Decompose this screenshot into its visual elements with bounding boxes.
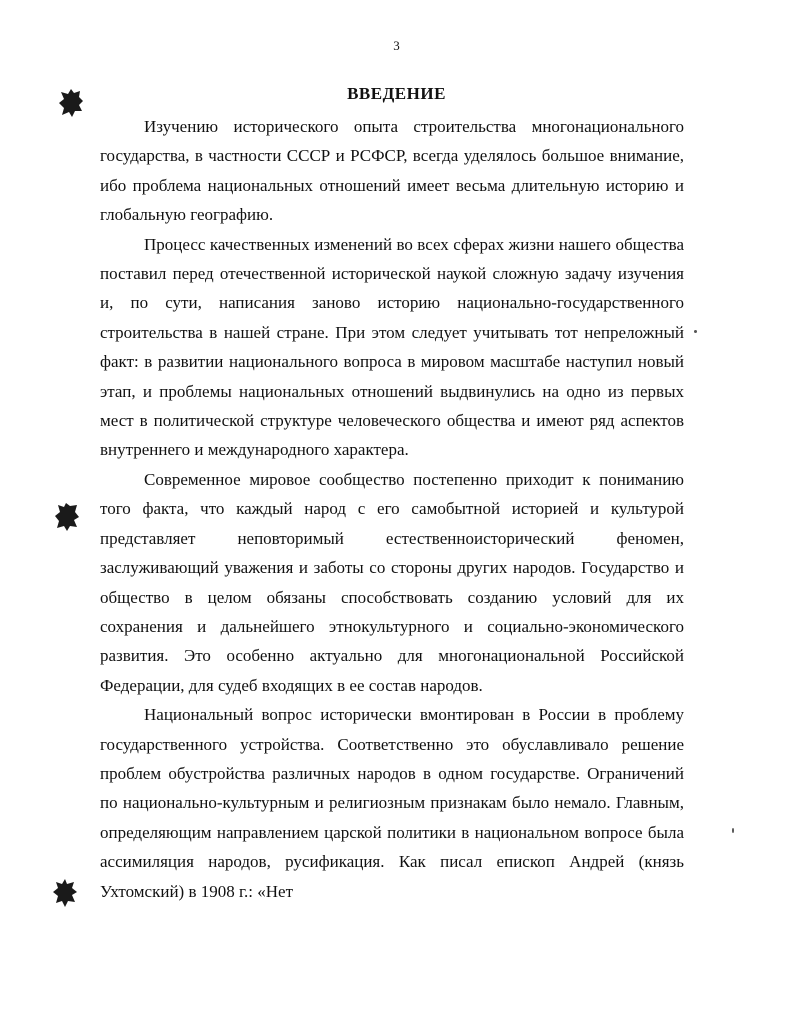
section-heading: ВВЕДЕНИЕ — [347, 84, 446, 103]
body-text — [100, 112, 684, 906]
punch-hole-icon — [58, 88, 84, 118]
scan-speck — [732, 828, 734, 833]
paragraph-4: Национальный вопрос исторически вмонтирован в России в проблему государственного устройства. Соответственно это обуславливало решение проблем обустройства различных народов в одном государстве. Ограничений по национально-культурным и религиозным признакам было немало. Главным, определяющим направлением царской политики в национальном вопросе была ассимиляция народов, русификация. Как писал епископ Андрей (князь Ухтомский) в 1908 г.: «Нет — [100, 705, 684, 901]
paragraph-3: Современное мировое сообщество постепенно приходит к пониманию того факта, что каждый народ с его самобытной историей и культурой представляет неповторимый естественноисторический феномен, заслуживающий уважения и заботы со стороны других народов. Государство и общество в целом обязаны способствовать созданию условий для их сохранения и дальнейшего этнокультурного и социально-экономического развития. Это особенно актуально для многонациональной Российской Федерации, для судеб входящих в ее состав народов. — [100, 469, 684, 695]
paragraph-1: Изучению исторического опыта строительства многонационального государства, в частности СССР и РСФСР, всегда уделялось большое внимание, ибо проблема национальных отношений имеет весьма длительную историю и глобальную географию. — [100, 117, 684, 225]
punch-hole-icon — [54, 502, 80, 532]
scan-speck — [694, 330, 697, 333]
paragraph-2: Процесс качественных изменений во всех сферах жизни нашего общества поставил перед отечественной исторической наукой сложную задачу изучения и, по сути, написания заново историю национально-государственного строительства в нашей стране. При этом следует учитывать тот непреложный факт: в развитии национального вопроса в мировом масштабе наступил новый этап, и проблемы национальных отношений выдвинулись на одно из первых мест в политической структуре человеческого общества и имеют ряд аспектов внутреннего и международного характера. — [100, 234, 684, 460]
page-number: 3 — [393, 38, 400, 53]
punch-hole-icon — [52, 878, 78, 908]
